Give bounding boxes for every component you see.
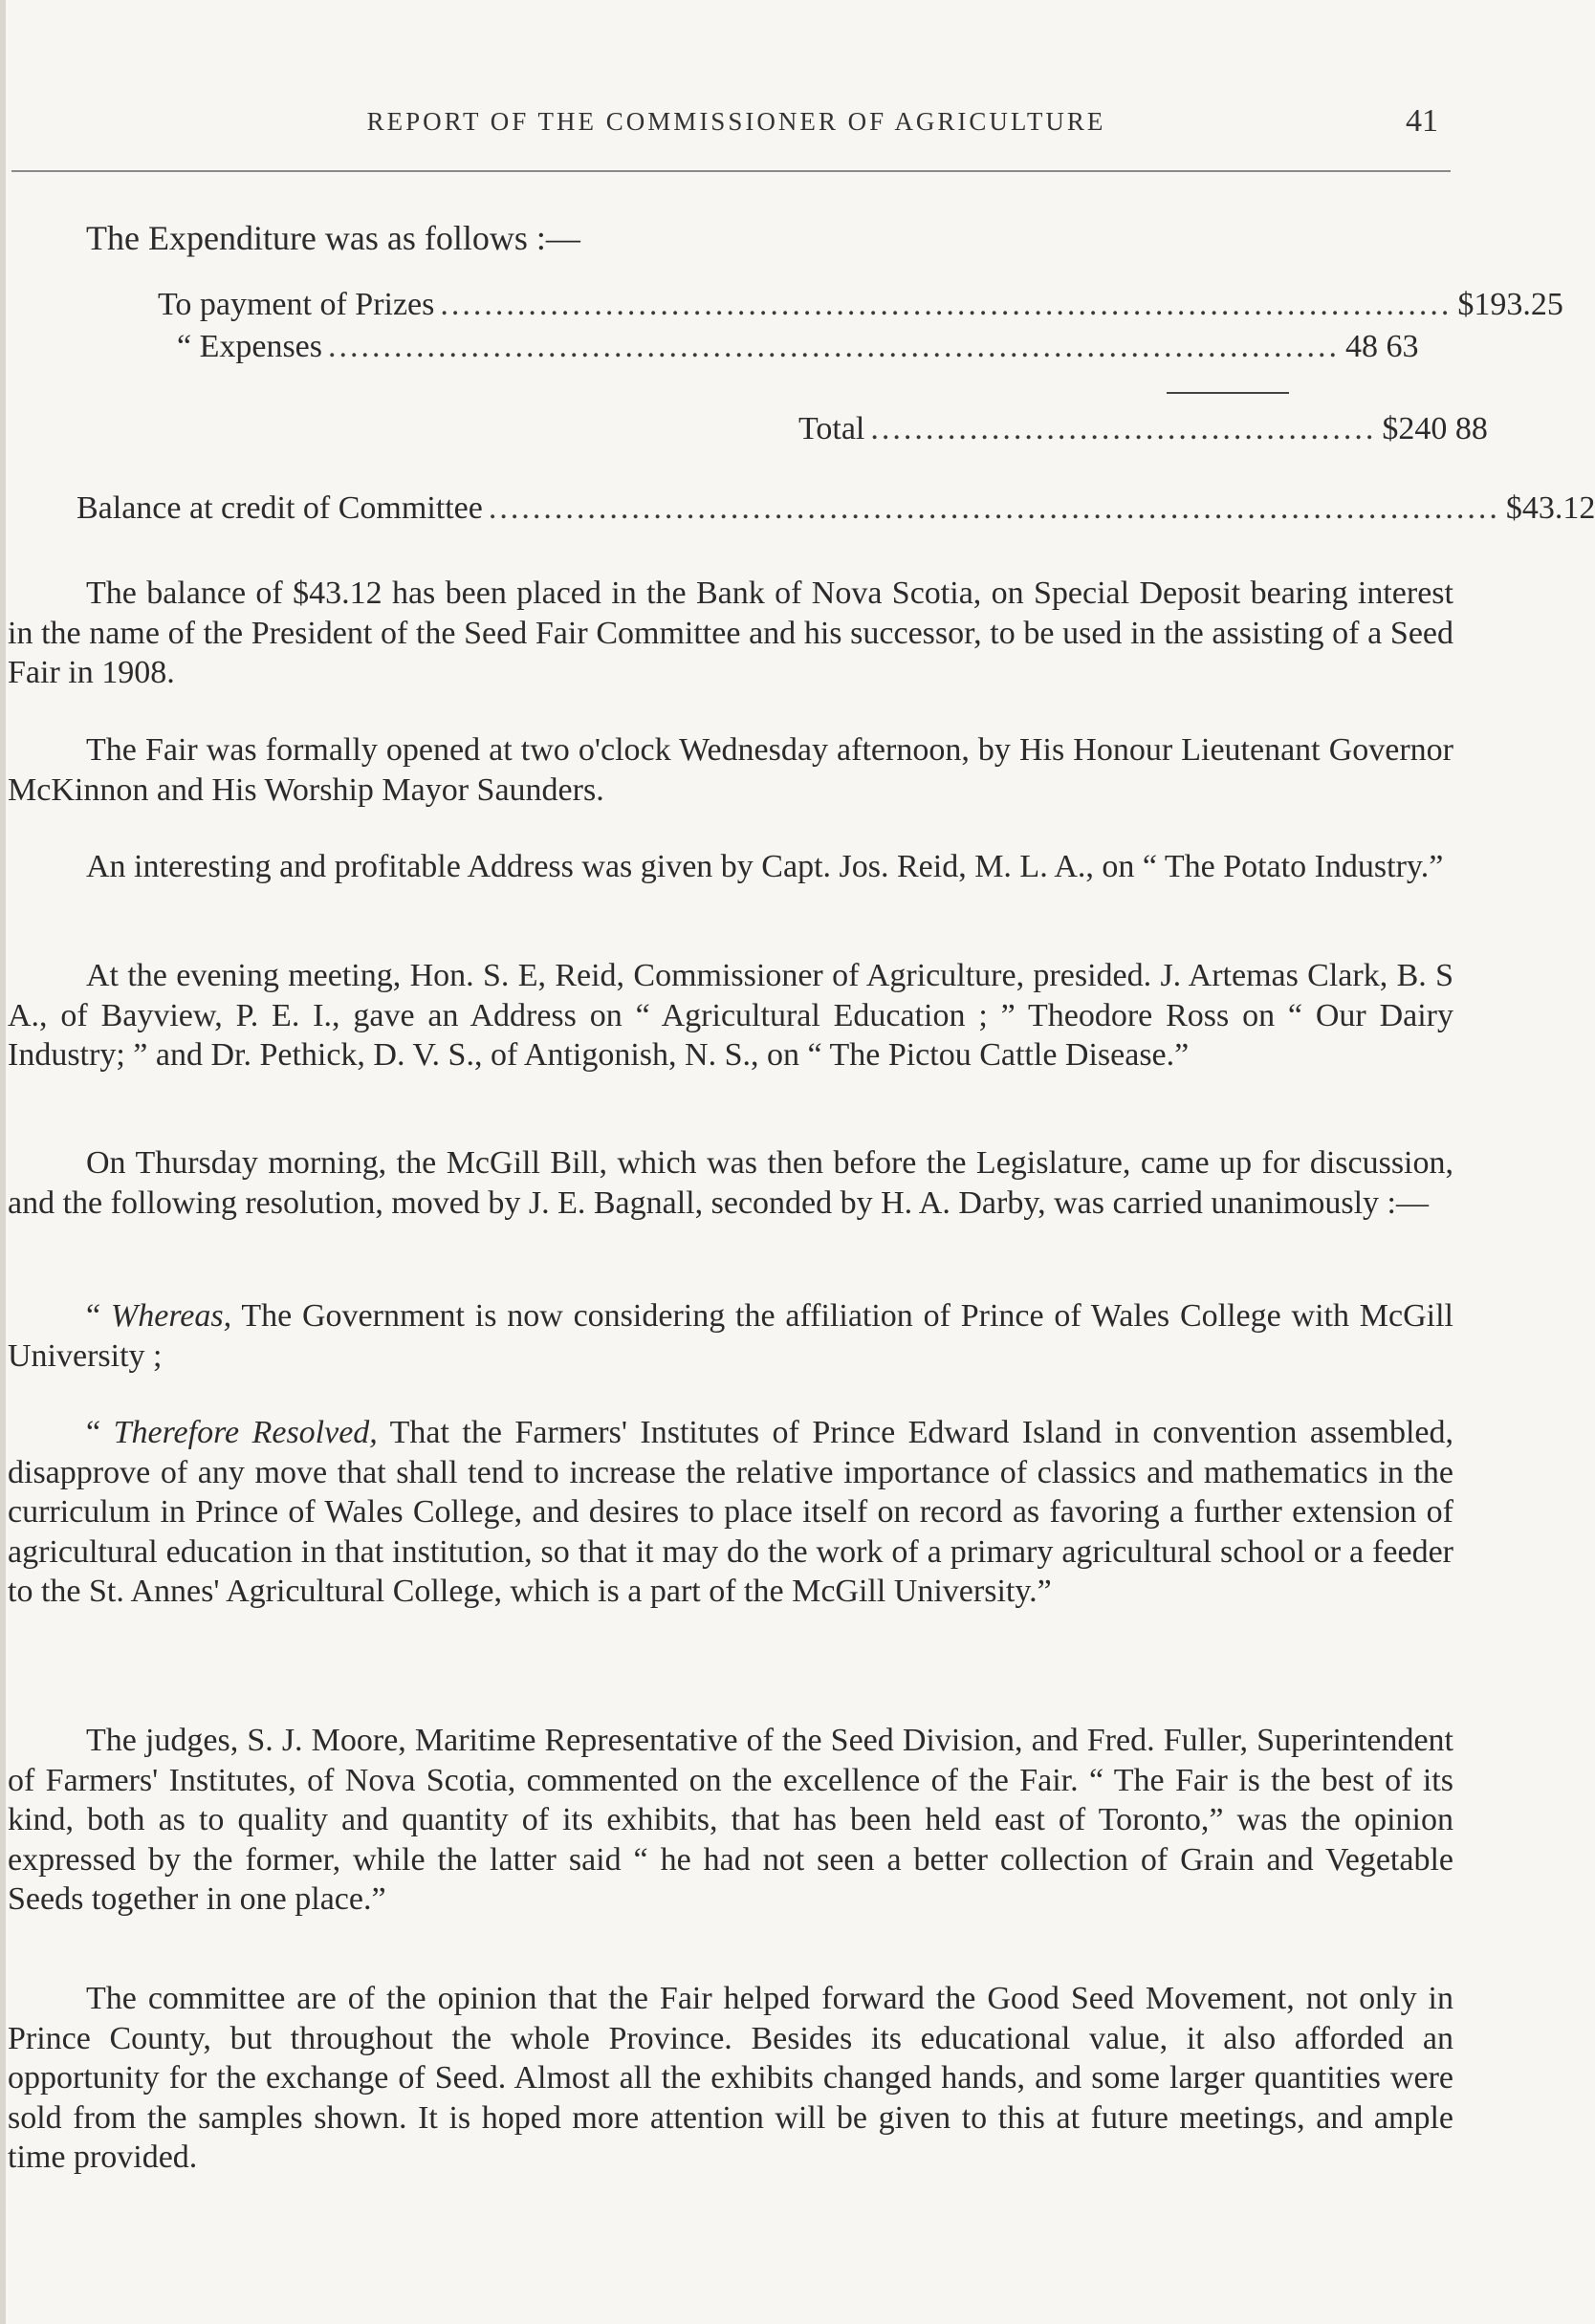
page-edge-shadow bbox=[0, 0, 6, 2324]
resolved-italic: Therefore Resolved, bbox=[113, 1415, 378, 1450]
paragraph-balance-deposit: The balance of $43.12 has been placed in the Bank of Nova Scotia, on Special Deposit bearing interest in the name of the President of the Seed Fair Committee and his successor, to be used in the assisting of a Seed Fair in 1908. bbox=[8, 576, 1453, 690]
page-number: 41 bbox=[1406, 103, 1438, 139]
quote-open: “ bbox=[86, 1298, 111, 1334]
ledger-row-prizes bbox=[158, 287, 1563, 323]
paragraph-committee-opinion: The committee are of the opinion that the Fair helped forward the Good Seed Movement, not only in Prince County, but throughout the whole Province. Besides its educational value, it also afforded an opportunity for the exchange of Seed. Almost all the exhibits changed hands, and some larger quantities were sold from the samples shown. It is hoped more attention will be given to this at future meetings, and ample time provided. bbox=[8, 1981, 1453, 2175]
paragraph-evening-meeting: At the evening meeting, Hon. S. E, Reid, Commissioner of Agriculture, presided. J. Artemas Clark, B. S A., of Bayview, P. E. I., gave an Address on “ Agricultural Education ; ” Theodore Ross on “ Our Dairy Industry; ” and Dr. Pethick, D. V. S., of Antigonish, N. S., on “ The Pictou Cattle Disease.” bbox=[8, 958, 1453, 1073]
header-rule bbox=[11, 170, 1451, 172]
paragraph-judges: The judges, S. J. Moore, Maritime Representative of the Seed Division, and Fred. Fuller, Superintendent of Farmers' Institutes, of Nova Scotia, commented on the excellence of the Fair. “ The Fair is the best of its kind, both as to quality and quantity of its exhibits, that has been held east of Toronto,” was the opinion expressed by the former, while the latter said “ he had not seen a better collection of Grain and Vegetable Seeds together in one place.” bbox=[8, 1723, 1453, 1917]
ledger-label: “ Expenses bbox=[177, 329, 323, 364]
running-header: REPORT OF THE COMMISSIONER OF AGRICULTURE bbox=[366, 107, 1106, 136]
paragraph-mcgill-bill: On Thursday morning, the McGill Bill, which was then before the Legislature, came up for discussion, and the following resolution, moved by J. E. Bagnall, seconded by H. A. Darby, was carried unanimously :— bbox=[8, 1145, 1453, 1221]
dot-leader: .............................................. bbox=[870, 411, 1377, 446]
whereas-text: The Government is now considering the affiliation of Prince of Wales College with McGill University ; bbox=[8, 1298, 1453, 1374]
ledger-row-total bbox=[798, 411, 1488, 447]
paragraph-resolved bbox=[8, 1413, 1453, 1612]
dot-leader: ............................................................................................ bbox=[488, 490, 1500, 526]
total-amount: $240 88 bbox=[1382, 411, 1488, 446]
dot-leader: ............................................................................................ bbox=[440, 287, 1453, 322]
expenditure-intro: The Expenditure was as follows :— bbox=[86, 219, 580, 257]
dot-leader: ............................................................................................ bbox=[328, 329, 1341, 364]
resolved-text: That the Farmers' Institutes of Prince Edward Island in convention assembled, disapprove of any move that shall tend to increase the relative importance of classics and mathematics in the curriculum in Prince of Wales College, and desires to place itself on record as favoring a further extension of agricultural education in that institution, so that it may do the work of a primary agricultural school or a feeder to the St. Annes' Agricultural College, which is a part of the McGill University.” bbox=[8, 1415, 1453, 1609]
total-label: Total bbox=[798, 411, 865, 446]
total-rule bbox=[1167, 392, 1289, 394]
ledger-row-balance bbox=[76, 490, 1595, 527]
ledger-label: To payment of Prizes bbox=[158, 287, 435, 322]
balance-amount: $43.12 bbox=[1505, 490, 1595, 526]
paragraph-fair-opened: The Fair was formally opened at two o'clock Wednesday afternoon, by His Honour Lieutenant Governor McKinnon and His Worship Mayor Saunders. bbox=[8, 732, 1453, 808]
ledger-amount: 48 63 bbox=[1345, 329, 1419, 364]
quote-open: “ bbox=[86, 1415, 114, 1450]
balance-label: Balance at credit of Committee bbox=[76, 490, 483, 526]
ledger-amount: $193.25 bbox=[1457, 287, 1563, 322]
whereas-italic: Whereas, bbox=[110, 1298, 232, 1334]
paragraph-address-potato: An interesting and profitable Address was given by Capt. Jos. Reid, M. L. A., on “ The Potato Industry.” bbox=[86, 849, 1444, 884]
ledger-row-expenses bbox=[177, 329, 1419, 365]
paragraph-whereas bbox=[8, 1296, 1453, 1376]
